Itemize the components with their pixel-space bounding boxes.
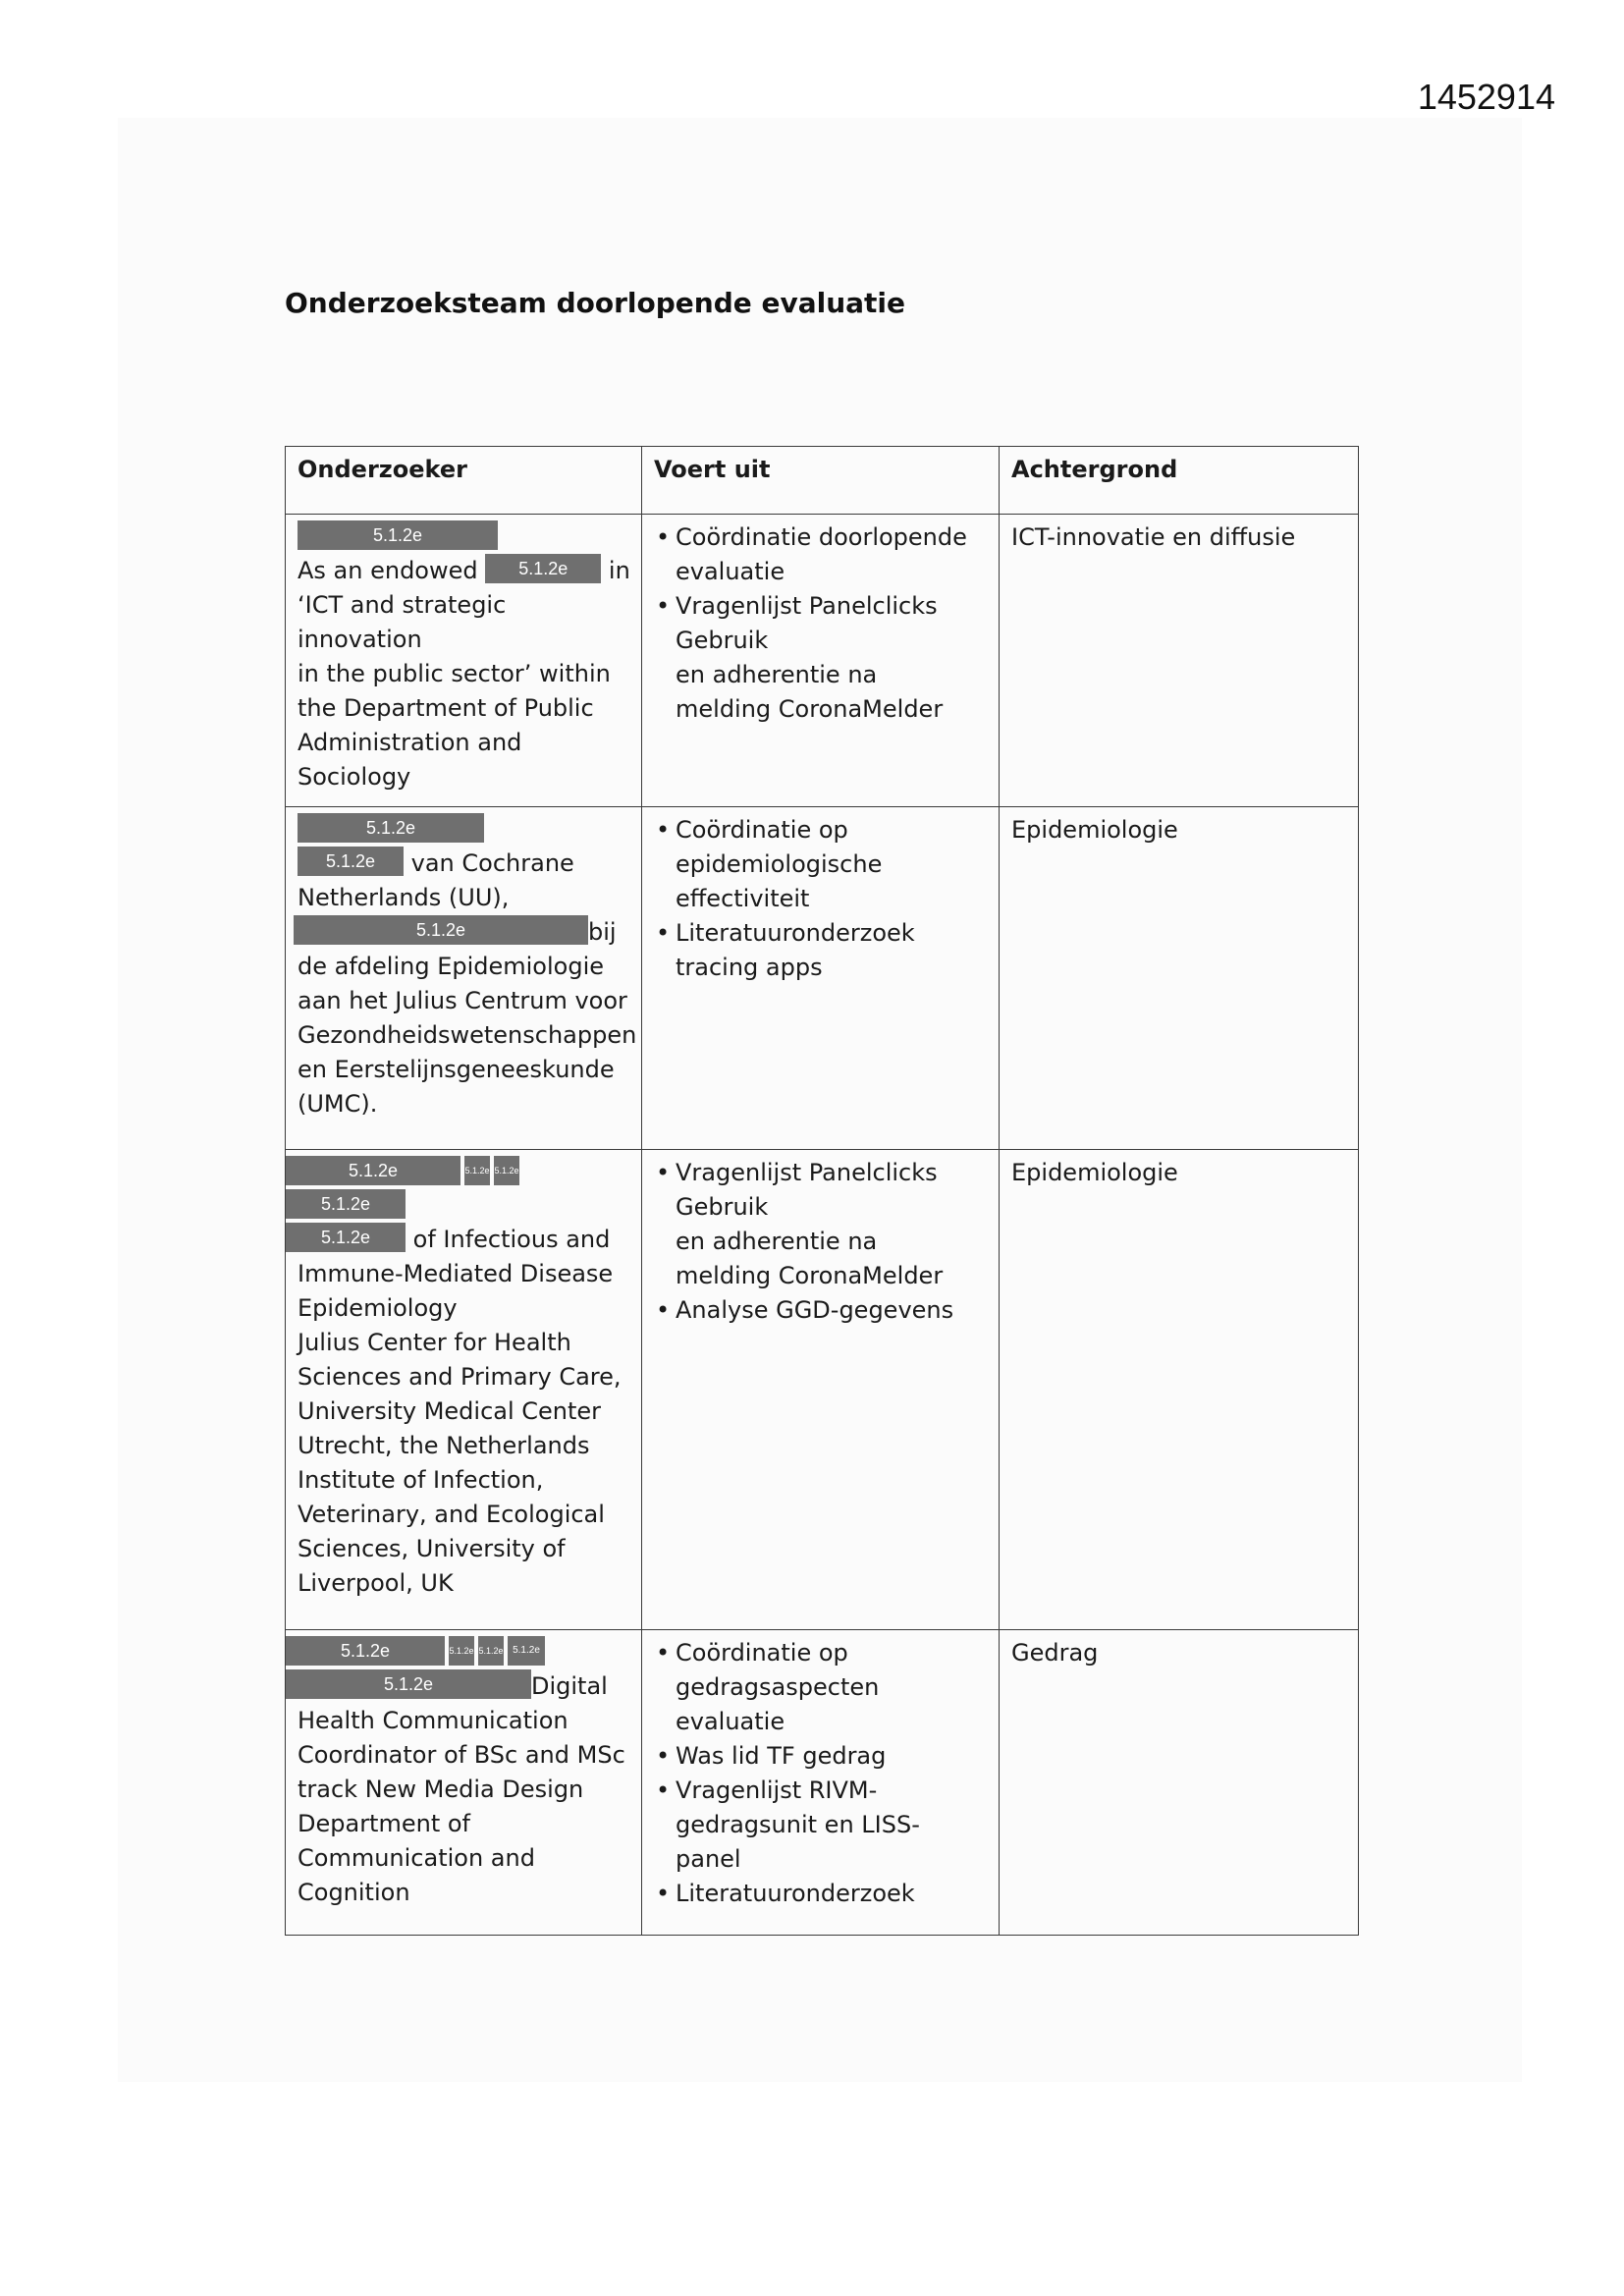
- table-row: [286, 515, 1359, 807]
- task-list: [654, 520, 989, 727]
- table-row: [286, 807, 1359, 1150]
- researcher-line: Netherlands (UU),: [298, 884, 510, 911]
- researcher-line: de afdeling Epidemiologie: [298, 953, 605, 980]
- task-item: • Vragenlijst Panelclicks Gebruik en adherentie na melding CoronaMelder: [654, 1156, 989, 1293]
- background-cell: ICT-innovatie en diffusie: [1000, 515, 1359, 807]
- redaction-block: 5.1.2e: [485, 554, 601, 583]
- redaction-block: 5.1.2e: [286, 1223, 406, 1252]
- redaction-block: 5.1.2e: [294, 915, 588, 945]
- research-team-table: [285, 446, 1359, 1936]
- redaction-block: 5.1.2e: [286, 1156, 460, 1185]
- background-cell: Epidemiologie: [1000, 807, 1359, 1150]
- task-item: • Was lid TF gedrag: [654, 1739, 989, 1774]
- task-item: • Literatuuronderzoek: [654, 1877, 989, 1911]
- redaction-block: 5.1.2e: [286, 1189, 406, 1219]
- researcher-line: Veterinary, and Ecological: [298, 1501, 605, 1528]
- table-header-row: [286, 447, 1359, 515]
- researcher-line: Communication and: [298, 1844, 535, 1872]
- task-list: [654, 1636, 989, 1911]
- redaction-block: 5.1.2e: [298, 847, 404, 876]
- tasks-cell: [642, 1630, 1000, 1936]
- researcher-cell: [286, 1150, 642, 1630]
- column-header-background: Achtergrond: [1000, 447, 1359, 515]
- researcher-line: aan het Julius Centrum voor: [298, 987, 627, 1014]
- researcher-line: Immune-Mediated Disease: [298, 1260, 614, 1287]
- tasks-cell: [642, 1150, 1000, 1630]
- researcher-line: Department of: [298, 1810, 470, 1837]
- task-item: • Vragenlijst RIVM- gedragsunit en LISS- panel: [654, 1774, 989, 1877]
- researcher-line: University Medical Center: [298, 1397, 602, 1425]
- redacted-name-line: [286, 1189, 631, 1223]
- researcher-line: Coordinator of BSc and MSc: [298, 1741, 625, 1769]
- task-item: • Vragenlijst Panelclicks Gebruik en adherentie na melding CoronaMelder: [654, 589, 989, 727]
- document-title: Onderzoeksteam doorlopende evaluatie: [285, 287, 906, 319]
- redaction-block: 5.1.2e: [449, 1636, 474, 1666]
- redaction-block: 5.1.2e: [478, 1636, 504, 1666]
- redacted-name-line: [286, 1156, 631, 1189]
- task-item: • Literatuuronderzoek tracing apps: [654, 916, 989, 985]
- redacted-name-line: [286, 1636, 631, 1669]
- task-item: • Coördinatie op gedragsaspecten evaluatie: [654, 1636, 989, 1739]
- researcher-line: track New Media Design: [298, 1776, 584, 1803]
- researcher-line: Liverpool, UK: [298, 1569, 454, 1597]
- researcher-cell: [286, 515, 642, 807]
- column-header-researcher: Onderzoeker: [286, 447, 642, 515]
- researcher-line: Cognition: [298, 1879, 410, 1906]
- researcher-line: Institute of Infection,: [298, 1466, 544, 1494]
- researcher-line: Gezondheidswetenschappen: [298, 1021, 637, 1049]
- researcher-line: Julius Center for Health: [298, 1329, 571, 1356]
- redaction-block: 5.1.2e: [286, 1669, 531, 1699]
- table-row: [286, 1630, 1359, 1936]
- task-item: • Coördinatie doorlopende evaluatie: [654, 520, 989, 589]
- researcher-line: ‘ICT and strategic innovation: [298, 591, 507, 653]
- researcher-line: 5.1.2e of Infectious and: [286, 1223, 631, 1257]
- researcher-line: Sciences and Primary Care,: [298, 1363, 622, 1391]
- background-cell: Epidemiologie: [1000, 1150, 1359, 1630]
- tasks-cell: [642, 515, 1000, 807]
- researcher-line: Administration and: [298, 729, 522, 756]
- tasks-cell: [642, 807, 1000, 1150]
- researcher-line: Epidemiology: [298, 1294, 458, 1322]
- redaction-block: 5.1.2e: [298, 520, 498, 550]
- researcher-cell: [286, 1630, 642, 1936]
- researcher-line: Utrecht, the Netherlands: [298, 1432, 590, 1459]
- redaction-block: 5.1.2e: [298, 813, 484, 843]
- task-item: • Analyse GGD-gegevens: [654, 1293, 989, 1328]
- researcher-line: 5.1.2e van Cochrane: [298, 847, 631, 881]
- task-list: [654, 1156, 989, 1328]
- researcher-line: Sciences, University of: [298, 1535, 566, 1562]
- redaction-block: 5.1.2e: [508, 1636, 545, 1666]
- researcher-line: in the public sector’ within: [298, 660, 611, 687]
- table-row: [286, 1150, 1359, 1630]
- redacted-name-line: [298, 520, 631, 554]
- background-cell: Gedrag: [1000, 1630, 1359, 1936]
- redaction-block: 5.1.2e: [286, 1636, 445, 1666]
- task-list: [654, 813, 989, 985]
- researcher-line: As an endowed 5.1.2e in: [298, 554, 631, 588]
- researcher-line: Sociology: [298, 763, 411, 791]
- researcher-line: the Department of Public: [298, 694, 594, 722]
- researcher-line: en Eerstelijnsgeneeskunde: [298, 1056, 615, 1083]
- researcher-line: Health Communication: [298, 1707, 568, 1734]
- column-header-tasks: Voert uit: [642, 447, 1000, 515]
- redacted-name-line: [298, 813, 631, 847]
- redaction-block: 5.1.2e: [494, 1156, 519, 1185]
- researcher-line: 5.1.2e Digital: [286, 1669, 631, 1704]
- researcher-line: 5.1.2e bij: [298, 915, 631, 950]
- redaction-block: 5.1.2e: [464, 1156, 490, 1185]
- researcher-cell: [286, 807, 642, 1150]
- document-number: 1452914: [1417, 77, 1555, 117]
- task-item: • Coördinatie op epidemiologische effectiviteit: [654, 813, 989, 916]
- researcher-line: (UMC).: [298, 1090, 378, 1118]
